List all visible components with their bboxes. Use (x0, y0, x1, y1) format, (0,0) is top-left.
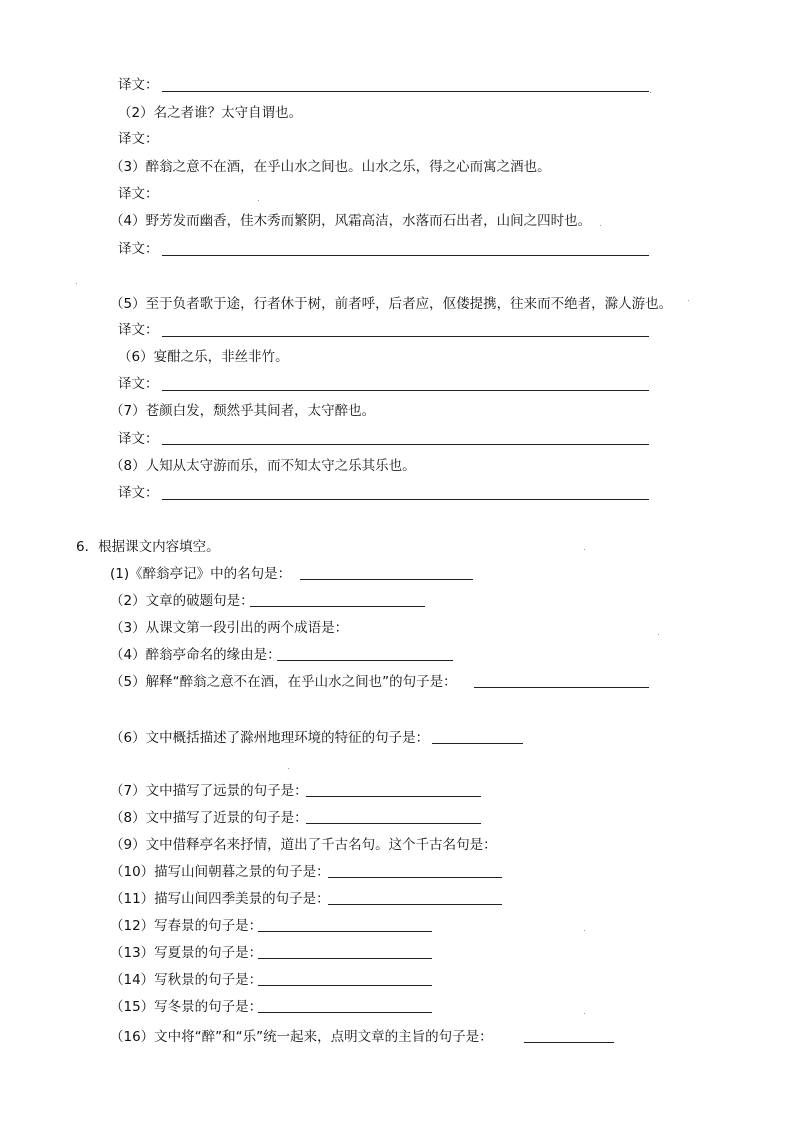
fill-item: （12）写春景的句子是： (110, 918, 263, 934)
answer-blank[interactable] (162, 255, 649, 256)
fill-item: （5）解释“醉翁之意不在酒，在乎山水之间也”的句子是： (110, 674, 457, 690)
translation-label: 译文： (118, 376, 159, 392)
question-item: （4）野芳发而幽香，佳木秀而繁阴，风霜高洁，水落而石出者，山间之四时也。 (110, 213, 592, 229)
translation-label: 译文： (118, 131, 159, 147)
scan-speck (584, 1013, 585, 1014)
translation-label: 译文： (118, 186, 159, 202)
question-item: （6）宴酣之乐，非丝非竹。 (118, 349, 289, 365)
translation-label: 译文： (118, 77, 159, 93)
fill-item: （9）文中借释亭名来抒情，道出了千古名句。这个千古名句是： (110, 837, 497, 853)
answer-blank[interactable] (277, 660, 453, 661)
answer-blank[interactable] (162, 499, 649, 500)
question-item: （8）人知从太守游而乐，而不知太守之乐其乐也。 (110, 458, 416, 474)
scan-speck (650, 92, 651, 93)
fill-item: （10）描写山间朝暮之景的句子是： (110, 864, 330, 880)
fill-item: （16）文中将“醉”和“乐”统一起来，点明文章的主旨的句子是： (110, 1029, 493, 1045)
answer-blank[interactable] (432, 743, 523, 744)
translation-label: 译文： (118, 241, 159, 257)
fill-item: （7）文中描写了远景的句子是： (110, 783, 308, 799)
scan-speck (688, 300, 689, 301)
question-item: （3）醉翁之意不在酒，在乎山水之间也。山水之乐，得之心而寓之酒也。 (110, 159, 551, 175)
fill-item: （11）描写山间四季美景的句子是： (110, 891, 330, 907)
fill-item: （4）醉翁亭命名的缘由是： (110, 647, 281, 663)
question-item: （5）至于负者歌于途，行者休于树，前者呼，后者应，伛偻提携，往来而不绝者，滁人游也。 (110, 296, 673, 312)
answer-blank[interactable] (258, 931, 432, 932)
answer-blank[interactable] (162, 336, 649, 337)
fill-item: （2）文章的破题句是： (110, 593, 254, 609)
answer-blank[interactable] (258, 958, 432, 959)
section-title: 6．根据课文内容填空。 (76, 539, 220, 555)
answer-blank[interactable] (474, 687, 649, 688)
answer-blank[interactable] (328, 904, 502, 905)
translation-label: 译文： (118, 485, 159, 501)
fill-item: （15）写冬景的句子是： (110, 999, 263, 1015)
answer-blank[interactable] (300, 579, 473, 580)
fill-item: （13）写夏景的句子是： (110, 945, 263, 961)
fill-item: （6）文中概括描述了滁州地理环境的特征的句子是： (110, 730, 430, 746)
translation-label: 译文： (118, 322, 159, 338)
scan-speck (288, 768, 289, 769)
fill-item: （14）写秋景的句子是： (110, 972, 263, 988)
fill-item: (1)《醉翁亭记》中的名句是： (110, 566, 292, 582)
answer-blank[interactable] (258, 985, 432, 986)
scan-speck (658, 634, 659, 635)
answer-blank[interactable] (328, 877, 502, 878)
answer-blank[interactable] (258, 1012, 432, 1013)
scan-speck (76, 283, 77, 284)
answer-blank[interactable] (306, 796, 481, 797)
answer-blank[interactable] (162, 444, 649, 445)
fill-item: （8）文中描写了近景的句子是： (110, 810, 308, 826)
scan-speck (600, 225, 601, 226)
answer-blank[interactable] (162, 390, 649, 391)
answer-blank[interactable] (524, 1042, 614, 1043)
scan-speck (258, 200, 259, 201)
answer-blank[interactable] (306, 823, 481, 824)
scan-speck (584, 549, 585, 550)
question-item: （7）苍颜白发，颓然乎其间者，太守醉也。 (110, 403, 376, 419)
translation-label: 译文： (118, 431, 159, 447)
answer-blank[interactable] (250, 606, 425, 607)
scan-speck (584, 930, 585, 931)
fill-item: （3）从课文第一段引出的两个成语是： (110, 620, 349, 636)
question-item: （2）名之者谁？太守自谓也。 (118, 105, 303, 121)
answer-blank[interactable] (162, 91, 649, 92)
